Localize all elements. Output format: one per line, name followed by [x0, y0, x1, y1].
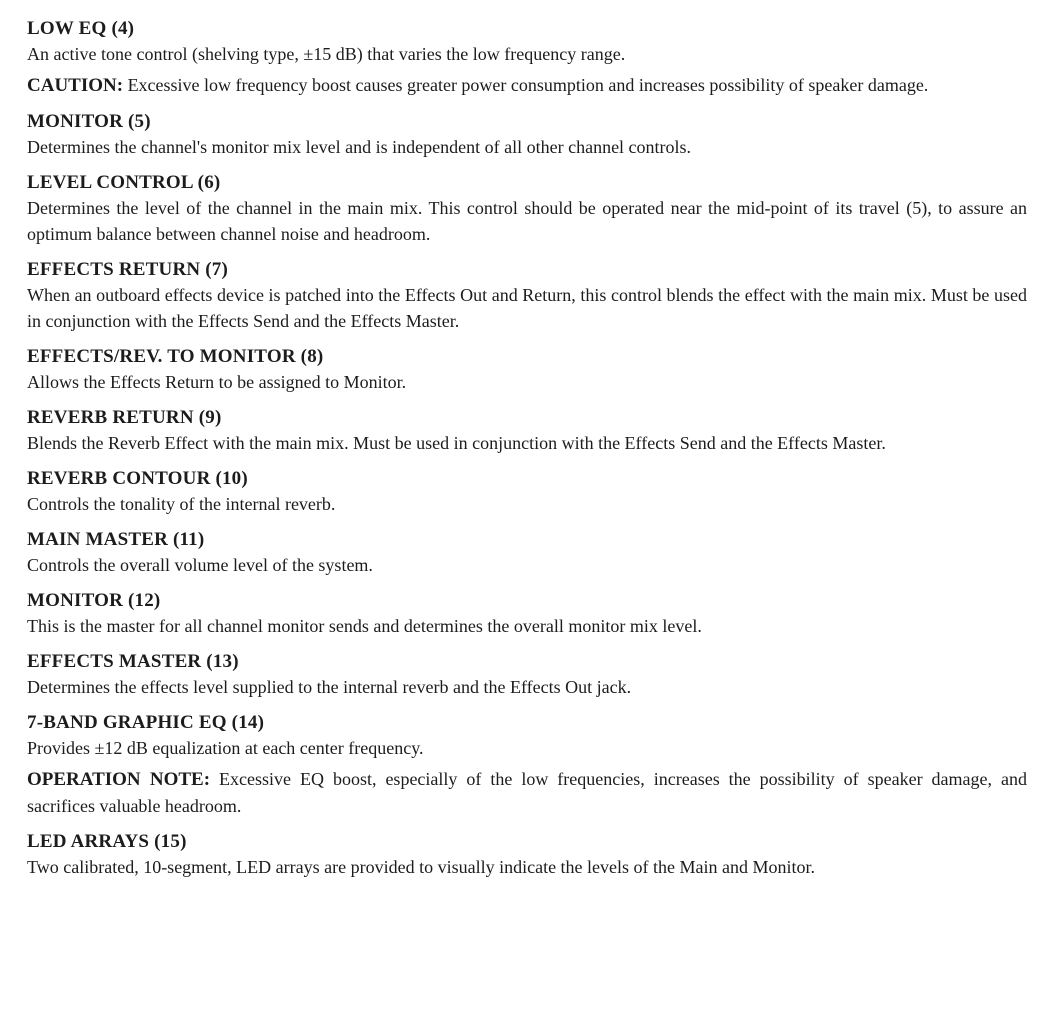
section-description: Allows the Effects Return to be assigned to Monitor.	[27, 372, 407, 392]
section-heading: LED ARRAYS (15)	[27, 831, 187, 852]
caution-label: CAUTION:	[27, 75, 124, 96]
section-description: When an outboard effects device is patched into the Effects Out and Return, this control blends the effect with the main mix. Must be used in conjunction with the Effects Send and the Effects Master.	[27, 285, 1027, 331]
section-description: This is the master for all channel monitor sends and determines the overall monitor mix level.	[27, 616, 702, 636]
section-description: Controls the overall volume level of the system.	[27, 555, 373, 575]
section-led-arrays	[27, 830, 1027, 880]
section-effects-rev-to-monitor	[27, 345, 1027, 395]
section-reverb-contour	[27, 467, 1027, 517]
section-graphic-eq	[27, 711, 1027, 819]
section-effects-return	[27, 258, 1027, 334]
section-heading: EFFECTS MASTER (13)	[27, 651, 239, 672]
operation-note	[27, 766, 1027, 819]
section-heading: REVERB CONTOUR (10)	[27, 468, 248, 489]
section-description: Determines the level of the channel in the main mix. This control should be operated near the mid-point of its travel (5), to assure an optimum balance between channel noise and headroom.	[27, 198, 1027, 244]
section-main-master	[27, 528, 1027, 578]
section-heading: MONITOR (12)	[27, 590, 161, 611]
section-heading: MAIN MASTER (11)	[27, 529, 205, 550]
section-heading: REVERB RETURN (9)	[27, 407, 222, 428]
section-monitor-12	[27, 589, 1027, 639]
section-description: Blends the Reverb Effect with the main mix. Must be used in conjunction with the Effects Send and the Effects Master.	[27, 433, 886, 453]
operation-note-text: Excessive EQ boost, especially of the low frequencies, increases the possibility of speaker damage, and sacrifices valuable headroom.	[27, 769, 1027, 816]
section-description: Provides ±12 dB equalization at each center frequency.	[27, 738, 424, 758]
section-description: Determines the channel's monitor mix level and is independent of all other channel controls.	[27, 137, 692, 157]
section-heading: MONITOR (5)	[27, 111, 151, 132]
section-level-control	[27, 171, 1027, 247]
section-description: Controls the tonality of the internal reverb.	[27, 494, 336, 514]
section-effects-master	[27, 650, 1027, 700]
section-heading: EFFECTS/REV. TO MONITOR (8)	[27, 346, 324, 367]
section-description: Determines the effects level supplied to the internal reverb and the Effects Out jack.	[27, 677, 632, 697]
section-low-eq	[27, 17, 1027, 99]
section-description: Two calibrated, 10-segment, LED arrays are provided to visually indicate the levels of the Main and Monitor.	[27, 857, 816, 877]
section-heading: EFFECTS RETURN (7)	[27, 259, 229, 280]
section-heading: 7-BAND GRAPHIC EQ (14)	[27, 712, 265, 733]
section-reverb-return	[27, 406, 1027, 456]
caution-note	[27, 72, 1027, 99]
caution-text: Excessive low frequency boost causes greater power consumption and increases possibility of speaker damage.	[123, 75, 929, 95]
section-heading: LEVEL CONTROL (6)	[27, 172, 221, 193]
section-heading: LOW EQ (4)	[27, 18, 135, 39]
section-description: An active tone control (shelving type, ±15 dB) that varies the low frequency range.	[27, 44, 626, 64]
operation-note-label: OPERATION NOTE:	[27, 769, 211, 790]
section-monitor-5	[27, 110, 1027, 160]
